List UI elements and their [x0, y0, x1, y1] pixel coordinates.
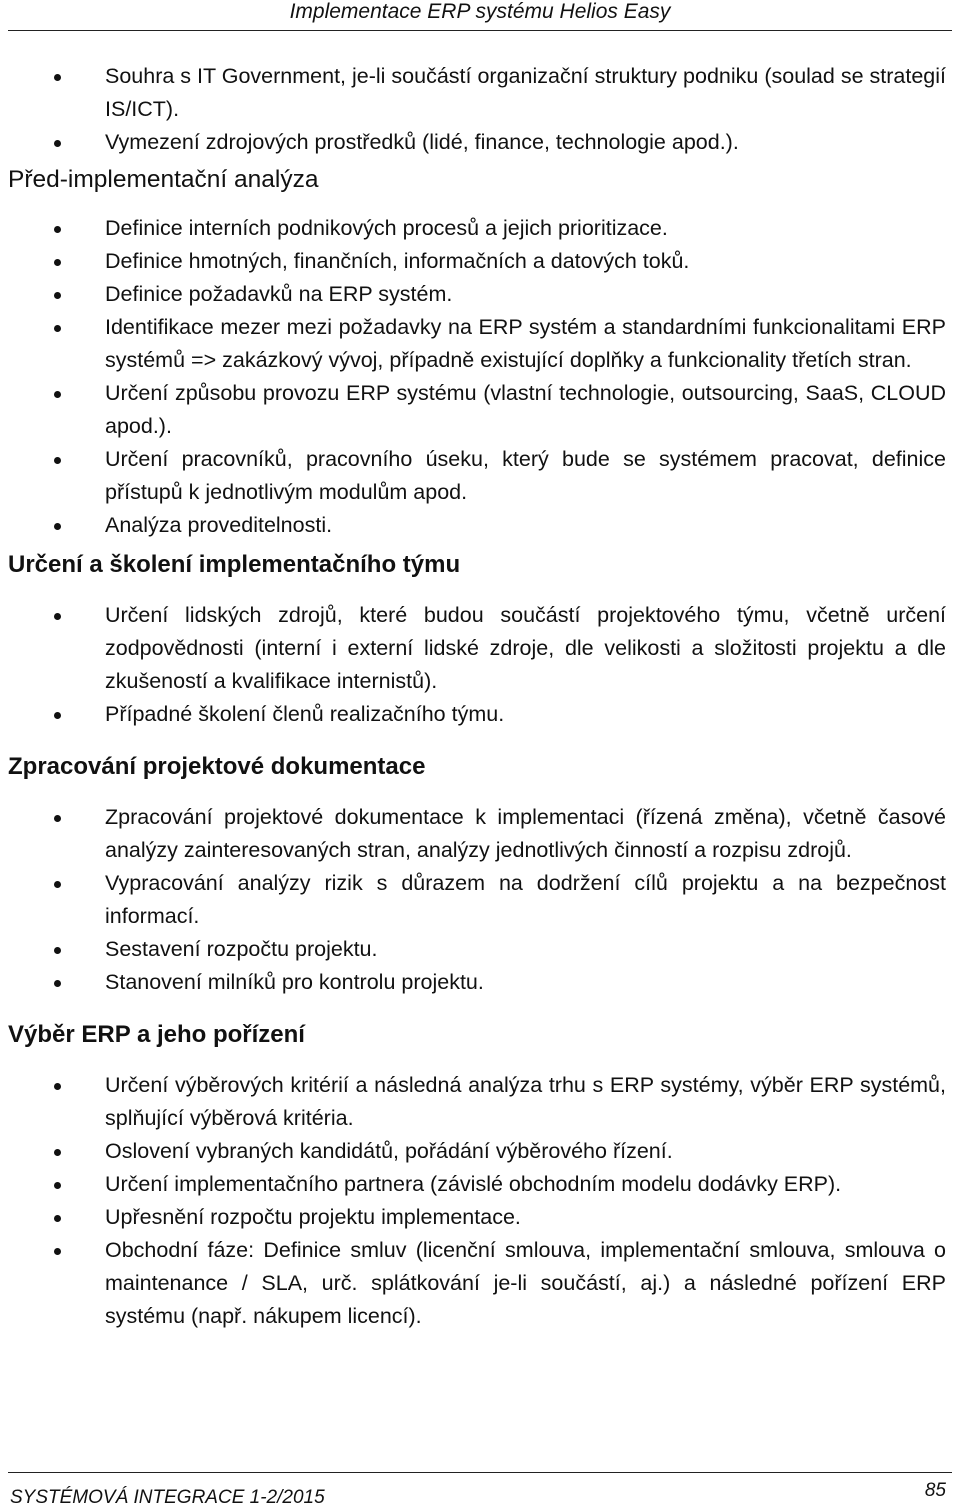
list-item-text: Souhra s IT Government, je-li součástí organizační struktury podniku (soulad se strategií IS/ICT). [105, 64, 946, 121]
list-item [0, 60, 960, 126]
list-item [0, 599, 960, 698]
bullet-icon [54, 1083, 61, 1090]
list-item-text: Sestavení rozpočtu projektu. [105, 937, 378, 961]
bullet-icon [54, 1215, 61, 1222]
list-item [0, 377, 960, 443]
bullet-icon [54, 391, 61, 398]
list-item-text: Analýza proveditelnosti. [105, 513, 333, 537]
list-item-text: Určení pracovníků, pracovního úseku, který bude se systémem pracovat, definice přístupů k jednotlivým modulům apod. [105, 447, 946, 504]
list-item [0, 933, 960, 966]
list-item-text: Upřesnění rozpočtu projektu implementace. [105, 1205, 521, 1229]
list-item-text: Určení lidských zdrojů, které budou součástí projektového týmu, včetně určení zodpovědnosti (interní i externí lidské zdroje, dle velikosti a složitosti projektu a dle zkušeností a kvalifikace internistů). [105, 603, 946, 693]
running-header: Implementace ERP systému Helios Easy [289, 0, 671, 23]
list-item [0, 126, 960, 159]
bullet-icon [54, 613, 61, 620]
list-item-text: Určení výběrových kritérií a následná analýza trhu s ERP systémy, výběr ERP systémů, splňující výběrová kritéria. [105, 1073, 946, 1130]
list-item [0, 1201, 960, 1234]
list-item-text: Identifikace mezer mezi požadavky na ERP systém a standardními funkcionalitami ERP systémů => zakázkový vývoj, případně existující doplňky a funkcionality třetích stran. [105, 315, 946, 372]
list-item [0, 867, 960, 933]
section-list [0, 599, 960, 731]
bullet-icon [54, 1182, 61, 1189]
footer-rule [8, 1472, 952, 1473]
section-heading: Před-implementační analýza [8, 166, 319, 193]
footer-publication: SYSTÉMOVÁ INTEGRACE 1-2/2015 [10, 1487, 325, 1508]
list-item [0, 509, 960, 542]
list-item-text: Oslovení vybraných kandidátů, pořádání výběrového řízení. [105, 1139, 673, 1163]
bullet-icon [54, 881, 61, 888]
list-item [0, 1135, 960, 1168]
page-number: 85 [924, 1480, 946, 1501]
list-item [0, 1234, 960, 1333]
list-item-text: Určení způsobu provozu ERP systému (vlastní technologie, outsourcing, SaaS, CLOUD apod.). [105, 381, 946, 438]
section-list [0, 212, 960, 542]
list-item [0, 1069, 960, 1135]
list-item-text: Zpracování projektové dokumentace k implementaci (řízená změna), včetně časové analýzy zainteresovaných stran, analýzy jednotlivých činností a rozpisu zdrojů. [105, 805, 946, 862]
bullet-icon [54, 74, 61, 81]
list-item-text: Vypracování analýzy rizik s důrazem na dodržení cílů projektu a na bezpečnost informací. [105, 871, 946, 928]
bullet-icon [54, 226, 61, 233]
list-item-text: Případné školení členů realizačního týmu. [105, 702, 505, 726]
header-rule [8, 30, 952, 31]
list-item-text: Definice hmotných, finančních, informačních a datových toků. [105, 249, 690, 273]
section-heading: Výběr ERP a jeho pořízení [8, 1021, 305, 1048]
list-item-text: Definice požadavků na ERP systém. [105, 282, 453, 306]
bullet-icon [54, 980, 61, 987]
bullet-icon [54, 1149, 61, 1156]
intro-list [0, 60, 960, 159]
bullet-icon [54, 140, 61, 147]
list-item-text: Vymezení zdrojových prostředků (lidé, finance, technologie apod.). [105, 130, 739, 154]
list-item [0, 1168, 960, 1201]
bullet-icon [54, 292, 61, 299]
section-list [0, 801, 960, 999]
list-item [0, 698, 960, 731]
list-item-text: Obchodní fáze: Definice smluv (licenční smlouva, implementační smlouva, smlouva o maintenance / SLA, urč. splátkování je-li součástí, aj.) a následné pořízení ERP systému (např. nákupem licencí). [105, 1238, 946, 1328]
section-heading: Určení a školení implementačního týmu [8, 551, 461, 578]
bullet-icon [54, 1248, 61, 1255]
list-item [0, 278, 960, 311]
bullet-icon [54, 947, 61, 954]
bullet-icon [54, 259, 61, 266]
list-item [0, 212, 960, 245]
bullet-icon [54, 325, 61, 332]
list-item [0, 245, 960, 278]
page-content [0, 60, 960, 1333]
section-heading: Zpracování projektové dokumentace [8, 753, 426, 780]
section-list [0, 1069, 960, 1333]
list-item-text: Definice interních podnikových procesů a jejich prioritizace. [105, 216, 668, 240]
bullet-icon [54, 523, 61, 530]
list-item [0, 443, 960, 509]
list-item [0, 966, 960, 999]
list-item-text: Určení implementačního partnera (závislé obchodním modelu dodávky ERP). [105, 1172, 842, 1196]
bullet-icon [54, 712, 61, 719]
list-item [0, 801, 960, 867]
bullet-icon [54, 815, 61, 822]
bullet-icon [54, 457, 61, 464]
list-item-text: Stanovení milníků pro kontrolu projektu. [105, 970, 484, 994]
list-item [0, 311, 960, 377]
